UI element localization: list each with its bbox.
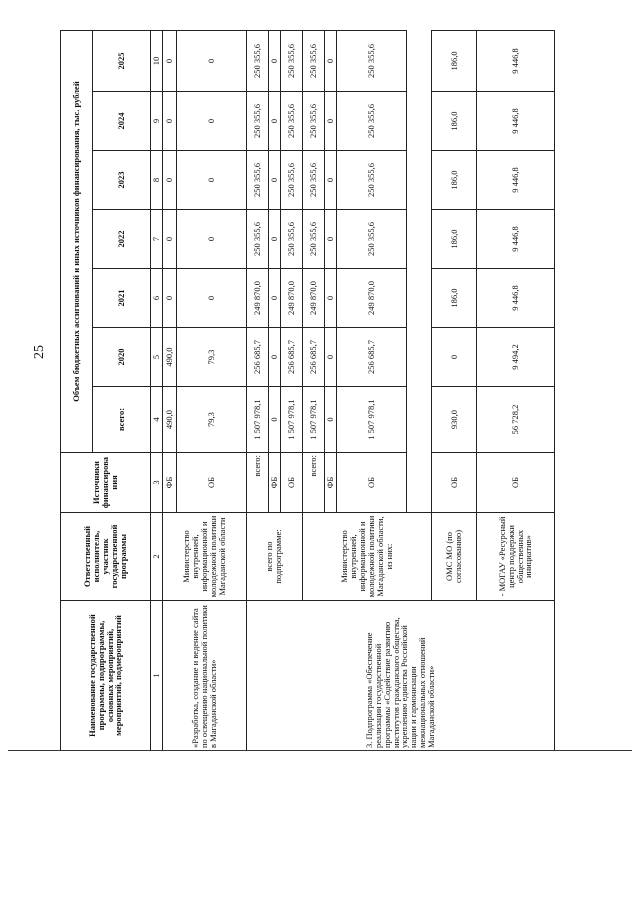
row-executor: ОМС МО (по согласованию) [432, 513, 477, 601]
cell: 0 [268, 92, 280, 151]
row-name: 3. Подпрограмма «Обеспечение реализации государственной программы «Содействие развитию институтов гражданского общества, укреплению единства Российской нации и гармонизации межнациональных отношений Магаданской области» [246, 601, 554, 751]
cell: 250 355,6 [246, 151, 268, 210]
col-number: 2 [151, 513, 163, 601]
col-number: 5 [151, 328, 163, 387]
cell: 250 355,6 [246, 92, 268, 151]
cell: 0 [324, 92, 336, 151]
cell: 0 [324, 269, 336, 328]
col-number: 9 [151, 92, 163, 151]
cell: 0 [162, 30, 176, 91]
cell: 0 [176, 30, 246, 91]
cell: 250 355,6 [302, 210, 324, 269]
col-number: 7 [151, 210, 163, 269]
cell: 249 870,0 [302, 269, 324, 328]
cell: 490,0 [162, 328, 176, 387]
cell: ОБ [432, 453, 477, 513]
cell: 186,0 [432, 151, 477, 210]
cell: 1 507 978,1 [302, 387, 324, 453]
cell: 9 494,2 [477, 328, 555, 387]
header-year: 2024 [93, 92, 151, 151]
table-row [162, 30, 176, 750]
table-row [246, 30, 268, 750]
header-volume: Объем бюджетных ассигнований и иных источников финансирования, тыс. рублей [61, 30, 93, 452]
header-total: всего: [93, 387, 151, 453]
cell: 250 355,6 [246, 30, 268, 91]
col-number: 4 [151, 387, 163, 453]
cell: 0 [268, 30, 280, 91]
cell: 0 [268, 151, 280, 210]
cell: 0 [268, 328, 280, 387]
cell: 0 [162, 269, 176, 328]
cell: 250 355,6 [246, 210, 268, 269]
cell: 79,3 [176, 328, 246, 387]
cell: 186,0 [432, 210, 477, 269]
cell: 0 [176, 269, 246, 328]
cell: 0 [324, 210, 336, 269]
cell: всего: [246, 453, 268, 513]
cell: 9 446,8 [477, 92, 555, 151]
cell: 250 355,6 [280, 92, 302, 151]
table-wrapper [60, 31, 555, 751]
cell: ОБ [176, 453, 246, 513]
cell: всего: [302, 453, 324, 513]
header-source: Источники финансирования [61, 453, 151, 513]
row-name: «Разработка, создание и ведение сайта по освещению национальной политики в Магаданской области» [162, 601, 246, 751]
cell: 0 [324, 328, 336, 387]
rotated-table-area [60, 31, 555, 751]
col-number: 10 [151, 30, 163, 91]
cell: ОБ [336, 453, 406, 513]
cell: ОБ [477, 453, 555, 513]
cell: 56 728,2 [477, 387, 555, 453]
cell: ФБ [268, 453, 280, 513]
cell: 249 870,0 [280, 269, 302, 328]
cell: 0 [162, 92, 176, 151]
cell: 0 [268, 269, 280, 328]
cell: 256 685,7 [280, 328, 302, 387]
cell: ОБ [280, 453, 302, 513]
cell: 0 [176, 210, 246, 269]
header-name: Наименование государственной программы, подпрограммы, основных мероприятий, мероприятий, подмероприятий [61, 601, 151, 751]
cell: 256 685,7 [302, 328, 324, 387]
col-number: 3 [151, 453, 163, 513]
header-executor: Ответственный исполнитель, участник государственной программы [61, 513, 151, 601]
cell: 0 [268, 210, 280, 269]
header-year: 2025 [93, 30, 151, 91]
cell: 0 [324, 387, 336, 453]
cell: 250 355,6 [280, 151, 302, 210]
cell: 0 [324, 30, 336, 91]
cell: 0 [176, 92, 246, 151]
cell: 250 355,6 [280, 210, 302, 269]
row-executor: - МОГАУ «Ресурсный центр поддержки общественных инициатив» [477, 513, 555, 601]
header-year: 2023 [93, 151, 151, 210]
row-executor: Министерство внутренней, информационной и молодежной политики Магаданской области, из них: [302, 513, 431, 601]
col-number: 6 [151, 269, 163, 328]
cell: 256 685,7 [246, 328, 268, 387]
header-year: 2021 [93, 269, 151, 328]
cell: 186,0 [432, 92, 477, 151]
cell: 256 685,7 [336, 328, 406, 387]
cell: 1 507 978,1 [336, 387, 406, 453]
cell: 186,0 [432, 269, 477, 328]
cell: 79,3 [176, 387, 246, 453]
cell: 0 [162, 151, 176, 210]
header-year: 2022 [93, 210, 151, 269]
cell: 249 870,0 [336, 269, 406, 328]
cell: 249 870,0 [246, 269, 268, 328]
cell: 250 355,6 [280, 30, 302, 91]
cell: 250 355,6 [302, 30, 324, 91]
cell: 1 507 978,1 [246, 387, 268, 453]
cell: 0 [324, 151, 336, 210]
cell: 9 446,8 [477, 30, 555, 91]
cell: 490,0 [162, 387, 176, 453]
cell: ФБ [162, 453, 176, 513]
cell: ФБ [324, 453, 336, 513]
cell: 250 355,6 [336, 92, 406, 151]
bottom-rule [8, 750, 632, 751]
row-executor: всего по подпрограмме: [246, 513, 302, 601]
cell: 186,0 [432, 30, 477, 91]
cell: 0 [176, 151, 246, 210]
cell: 250 355,6 [336, 210, 406, 269]
col-number: 8 [151, 151, 163, 210]
cell: 250 355,6 [336, 151, 406, 210]
cell: 0 [432, 328, 477, 387]
cell: 930,0 [432, 387, 477, 453]
cell: 0 [268, 387, 280, 453]
cell: 250 355,6 [302, 92, 324, 151]
cell: 250 355,6 [302, 151, 324, 210]
col-number: 1 [151, 601, 163, 751]
cell: 1 507 978,1 [280, 387, 302, 453]
cell: 9 446,8 [477, 269, 555, 328]
column-number-row [151, 30, 163, 750]
cell: 250 355,6 [336, 30, 406, 91]
cell: 0 [162, 210, 176, 269]
row-executor: Министерство внутренней, информационной и молодежной политики Магаданской области [162, 513, 246, 601]
budget-table [60, 30, 555, 751]
page-number: 25 [32, 345, 47, 359]
cell: 9 446,8 [477, 151, 555, 210]
header-year: 2020 [93, 328, 151, 387]
cell: 9 446,8 [477, 210, 555, 269]
